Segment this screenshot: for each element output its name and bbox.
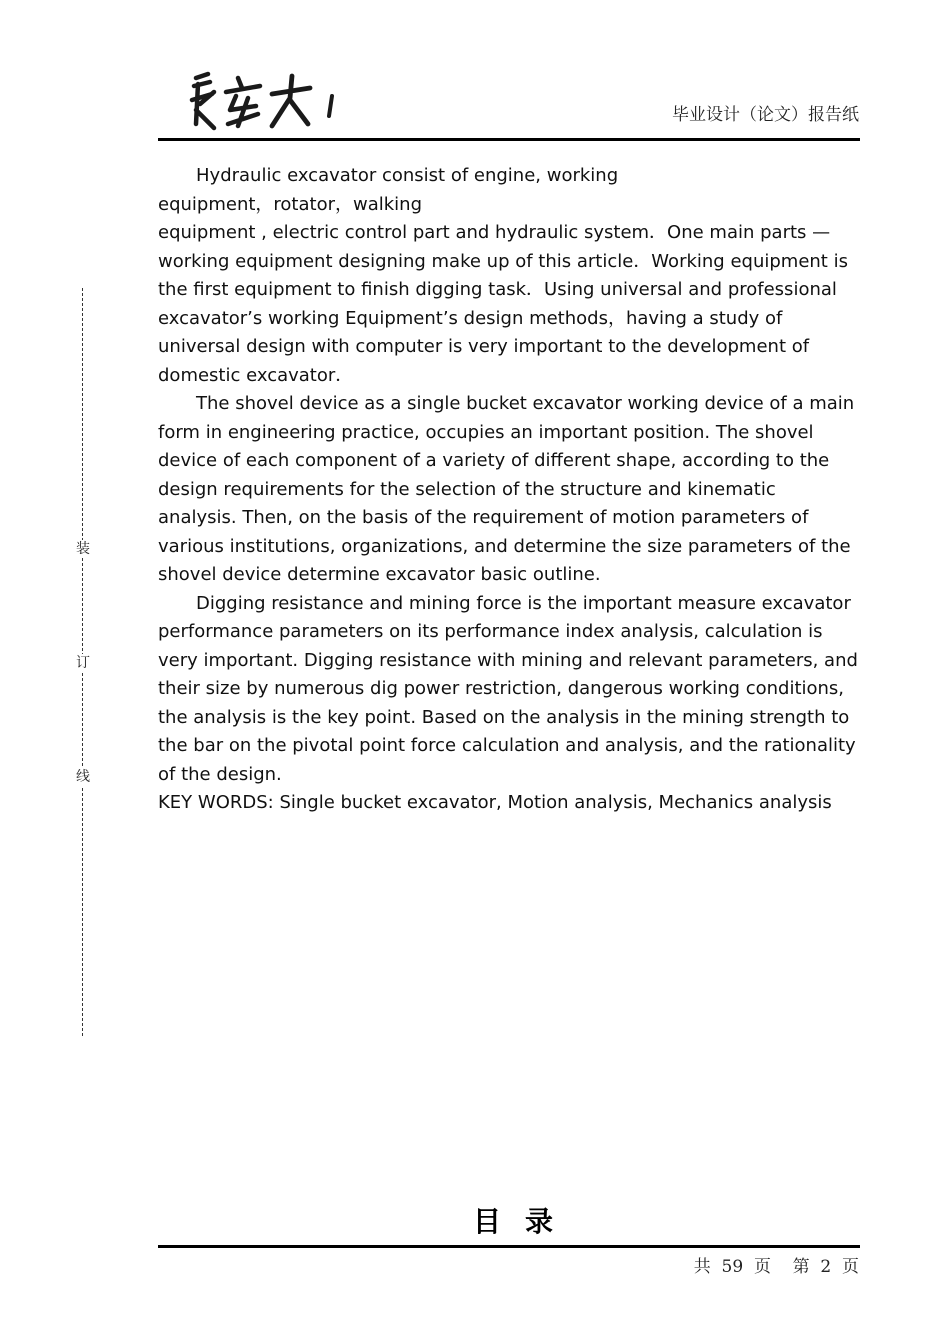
page-number-info: 共 59 页 第 2 页 <box>693 1257 859 1277</box>
report-paper-title: 毕业设计（论文）报告纸 <box>672 105 859 125</box>
abstract-paragraph-1-line-1: Hydraulic excavator consist of engine, working <box>196 165 619 186</box>
abstract-body <box>158 162 858 818</box>
header-rule <box>158 138 860 141</box>
toc-heading: 目录 <box>472 1205 577 1238</box>
keywords: KEY WORDS: Single bucket excavator, Motion analysis, Mechanics analysis <box>158 792 832 813</box>
abstract-paragraph-1-rest: equipment , electric control part and hydraulic system．One main parts —working equipment designing make up of this article．Working equipment is the first equipment to finish digging task．Using universal and professional excavator’s working Equipment’s design methods，having a study of universal design with computer is very important to the development of domestic excavator． <box>158 222 848 386</box>
abstract-paragraph-3: Digging resistance and mining force is the important measure excavator performance parameters on its performance index analysis, calculation is very important. Digging resistance with mining and relevant parameters, and their size by numerous dig power restriction, dangerous working conditions, the analysis is the key point. Based on the analysis in the mining strength to the bar on the pivotal point force calculation and analysis, and the rationality of the design. <box>158 592 858 785</box>
university-logo <box>186 70 338 132</box>
binding-char-zhuang: 装 <box>76 541 90 557</box>
footer-rule <box>158 1245 860 1248</box>
abstract-paragraph-1-line-2: equipment，rotator，walking <box>158 193 422 215</box>
abstract-paragraph-2: The shovel device as a single bucket excavator working device of a main form in engineering practice, occupies an important position. The shovel device of each component of a variety of different shape, according to the design requirements for the selection of the structure and kinematic analysis. Then, on the basis of the requirement of motion parameters of various institutions, organizations, and determine the size parameters of the shovel device determine excavator basic outline. <box>158 393 855 585</box>
binding-char-ding: 订 <box>76 655 90 671</box>
binding-char-xian: 线 <box>76 769 90 785</box>
